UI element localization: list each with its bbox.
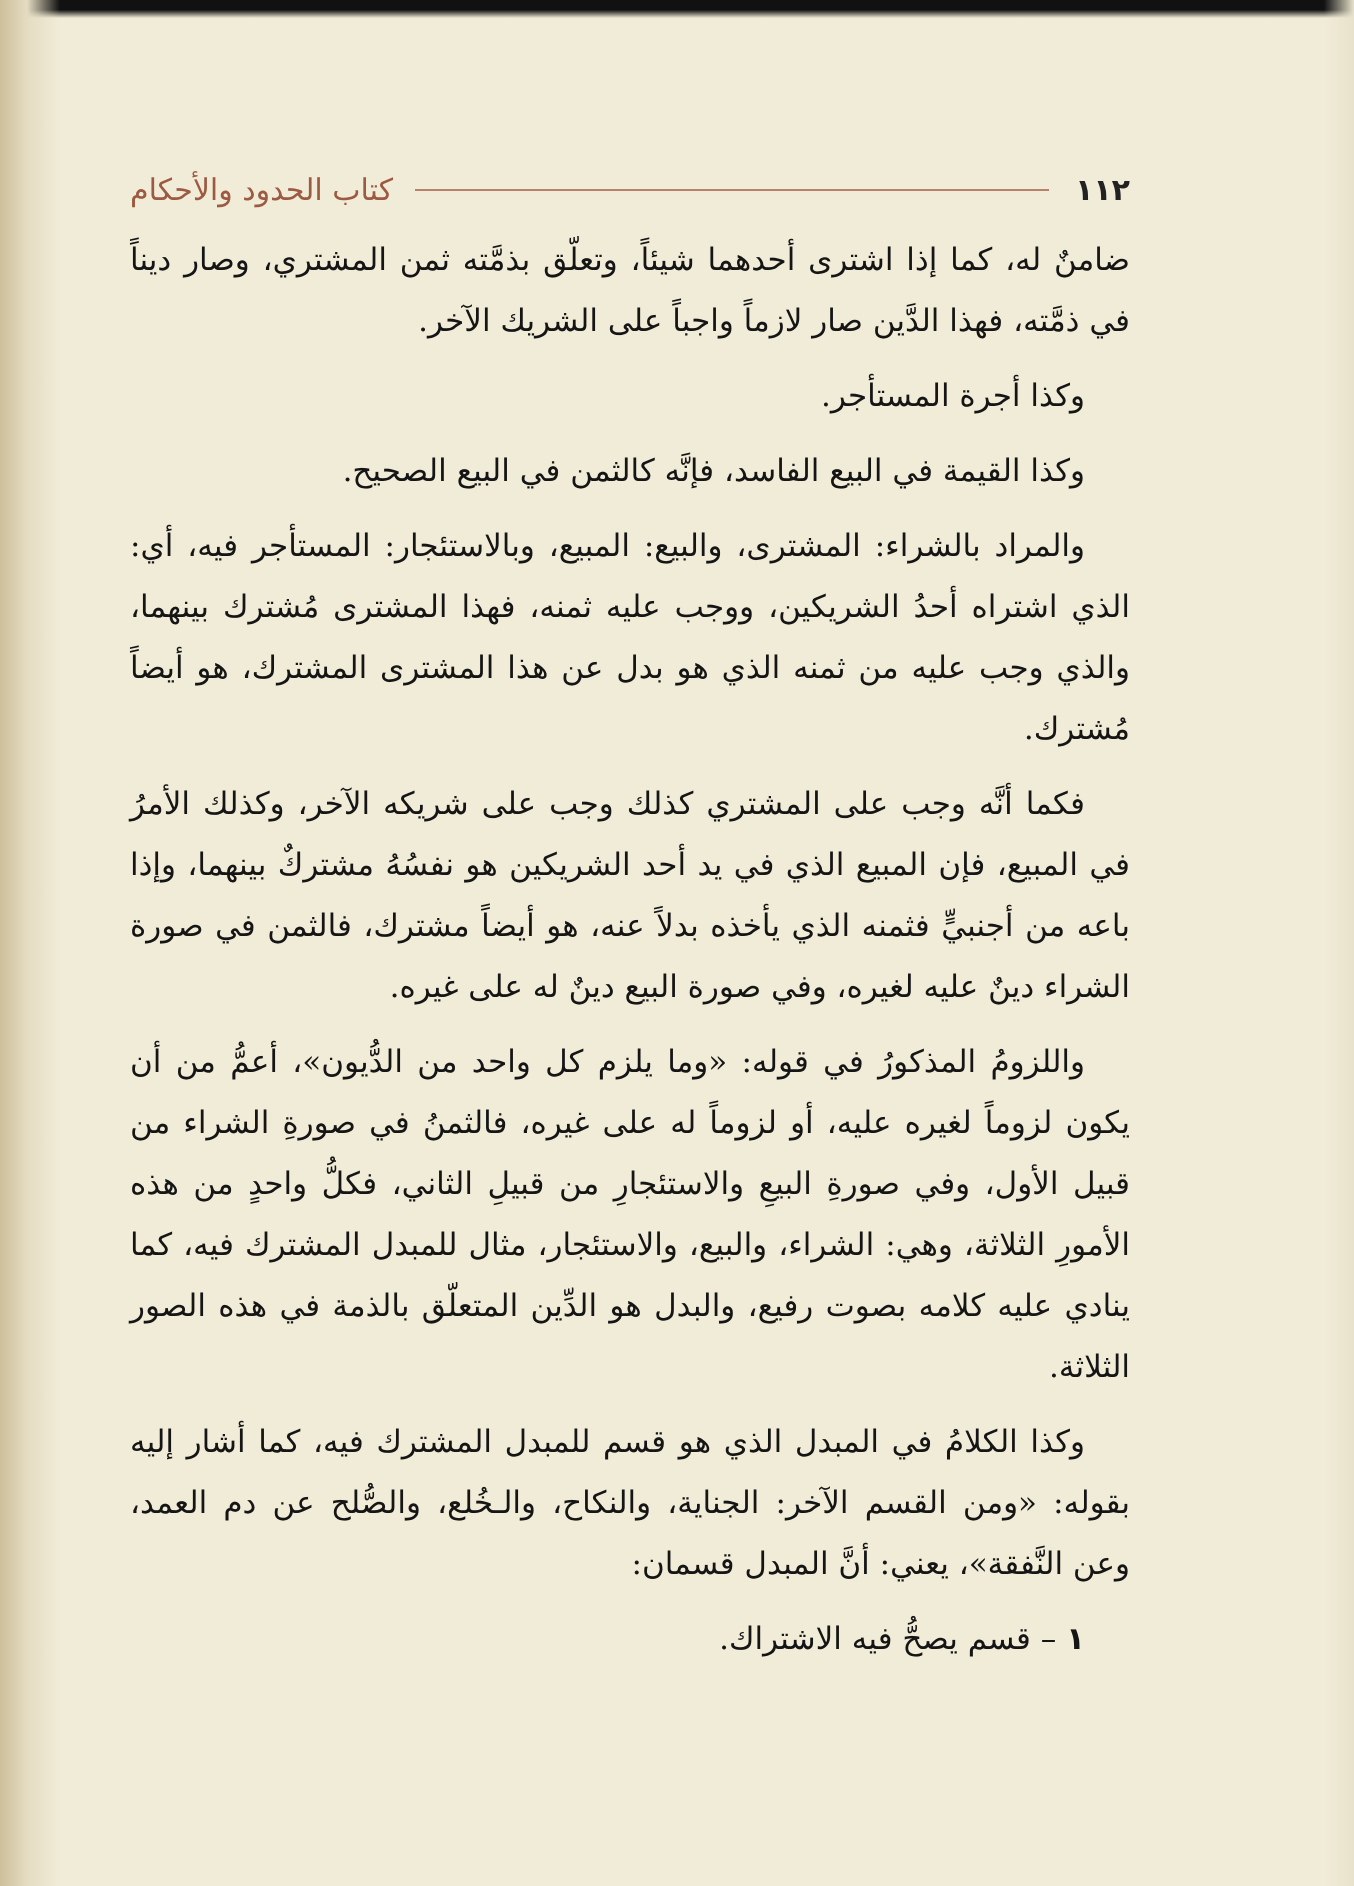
paragraph: فكما أنَّه وجب على المشتري كذلك وجب على شريكه الآخر، وكذلك الأمرُ في المبيع، فإن المبيع الذي في يد أحد الشريكين هو نفسُهُ مشتركٌ بينهما، وإذا باعه من أجنبيٍّ فثمنه الذي يأخذه بدلاً عنه، هو أيضاً مشترك، فالثمن في صورة الشراء دينٌ عليه لغيره، وفي صورة البيع دينٌ له على غيره. (130, 786, 1130, 1005)
scan-top-shadow (0, 0, 1354, 18)
list-item-separator: – (1030, 1621, 1067, 1657)
book-gutter-shadow (0, 0, 60, 1886)
page-edge (1324, 0, 1354, 1886)
list-item-number: ١ (1066, 1621, 1085, 1657)
paragraph: والمراد بالشراء: المشترى، والبيع: المبيع، وبالاستئجار: المستأجر فيه، أي: الذي اشتراه أحدُ الشريكين، ووجب عليه ثمنه، فهذا المشترى مُشترك بينهما، والذي وجب عليه من ثمنه الذي هو بدل عن هذا المشترى المشترك، هو أيضاً مُشترك. (130, 528, 1130, 747)
body-text (130, 230, 1130, 1670)
book-page (130, 160, 1130, 1860)
running-header (130, 160, 1130, 220)
page-number: ١١٢ (1075, 172, 1130, 208)
header-rule (415, 189, 1049, 191)
list-item-text: قسم يصحُّ فيه الاشتراك. (719, 1621, 1031, 1657)
list-item (130, 1609, 1130, 1670)
book-title: كتاب الحدود والأحكام (130, 172, 393, 208)
paragraph: وكذا الكلامُ في المبدل الذي هو قسم للمبدل المشترك فيه، كما أشار إليه بقوله: «ومن القسم الآخر: الجناية، والنكاح، والـخُلع، والصُّلح عن دم العمد، وعن النَّفقة»، يعني: أنَّ المبدل قسمان: (130, 1424, 1130, 1582)
paragraph: وكذا القيمة في البيع الفاسد، فإنَّه كالثمن في البيع الصحيح. (342, 453, 1085, 489)
paragraph: ضامنٌ له، كما إذا اشترى أحدهما شيئاً، وتعلّق بذمَّته ثمن المشتري، وصار ديناً في ذمَّته، فهذا الدَّين صار لازماً واجباً على الشريك الآخر. (130, 242, 1130, 339)
paragraph: واللزومُ المذكورُ في قوله: «وما يلزم كل واحد من الدُّيون»، أعمُّ من أن يكون لزوماً لغيره عليه، أو لزوماً له على غيره، فالثمنُ في صورةِ الشراء من قبيل الأول، وفي صورةِ البيعِ والاستئجارِ من قبيلِ الثاني، فكلُّ واحدٍ من هذه الأمورِ الثلاثة، وهي: الشراء، والبيع، والاستئجار، مثال للمبدل المشترك فيه، كما ينادي عليه كلامه بصوت رفيع، والبدل هو الدِّين المتعلّق بالذمة في هذه الصور الثلاثة. (130, 1044, 1130, 1385)
paragraph: وكذا أجرة المستأجر. (821, 378, 1085, 414)
